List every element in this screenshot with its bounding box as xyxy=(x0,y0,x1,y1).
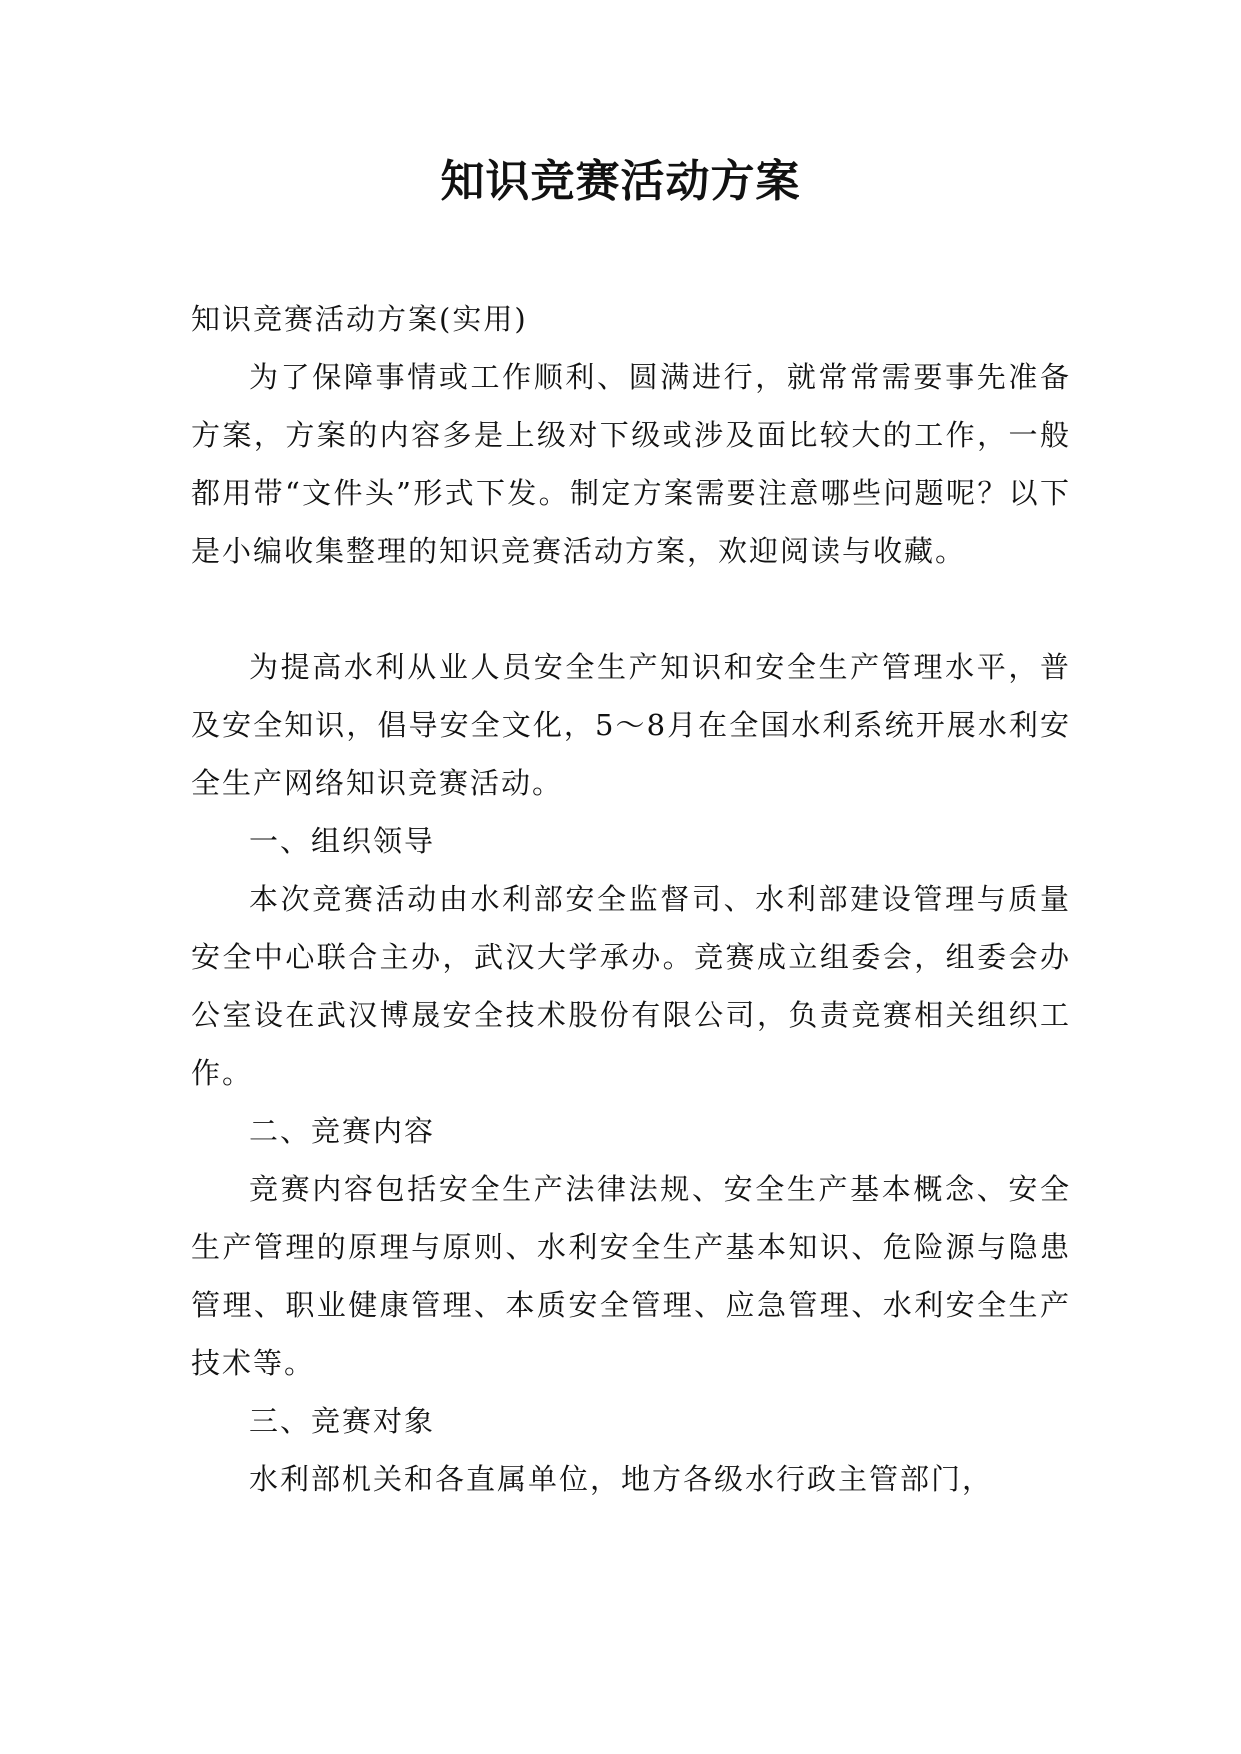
paragraph-gap xyxy=(191,580,1071,638)
section-heading-content: 二、竞赛内容 xyxy=(249,1114,436,1148)
document-title: 知识竞赛活动方案 xyxy=(440,156,801,207)
document-subtitle: 知识竞赛活动方案(实用) xyxy=(191,302,528,336)
section-heading-organization: 一、组织领导 xyxy=(249,824,436,858)
intro-paragraph: 为了保障事情或工作顺利、圆满进行，就常常需要事先准备方案，方案的内容多是上级对下级或涉及面比较大的工作，一般都用带“文件头”形式下发。制定方案需要注意哪些问题呢？以下是小编收集整理的知识竞赛活动方案，欢迎阅读与收藏。 xyxy=(191,360,1071,568)
purpose-paragraph: 为提高水利从业人员安全生产知识和安全生产管理水平，普及安全知识，倡导安全文化，5～8月在全国水利系统开展水利安全生产网络知识竞赛活动。 xyxy=(191,650,1071,800)
organization-paragraph: 本次竞赛活动由水利部安全监督司、水利部建设管理与质量安全中心联合主办，武汉大学承办。竞赛成立组委会，组委会办公室设在武汉博晟安全技术股份有限公司，负责竞赛相关组织工作。 xyxy=(191,882,1071,1090)
participants-paragraph: 水利部机关和各直属单位，地方各级水行政主管部门， xyxy=(249,1462,994,1496)
section-heading-participants: 三、竞赛对象 xyxy=(249,1404,436,1438)
document-body xyxy=(191,290,1071,1508)
content-paragraph: 竞赛内容包括安全生产法律法规、安全生产基本概念、安全生产管理的原理与原则、水利安全生产基本知识、危险源与隐患管理、职业健康管理、本质安全管理、应急管理、水利安全生产技术等。 xyxy=(191,1172,1071,1380)
